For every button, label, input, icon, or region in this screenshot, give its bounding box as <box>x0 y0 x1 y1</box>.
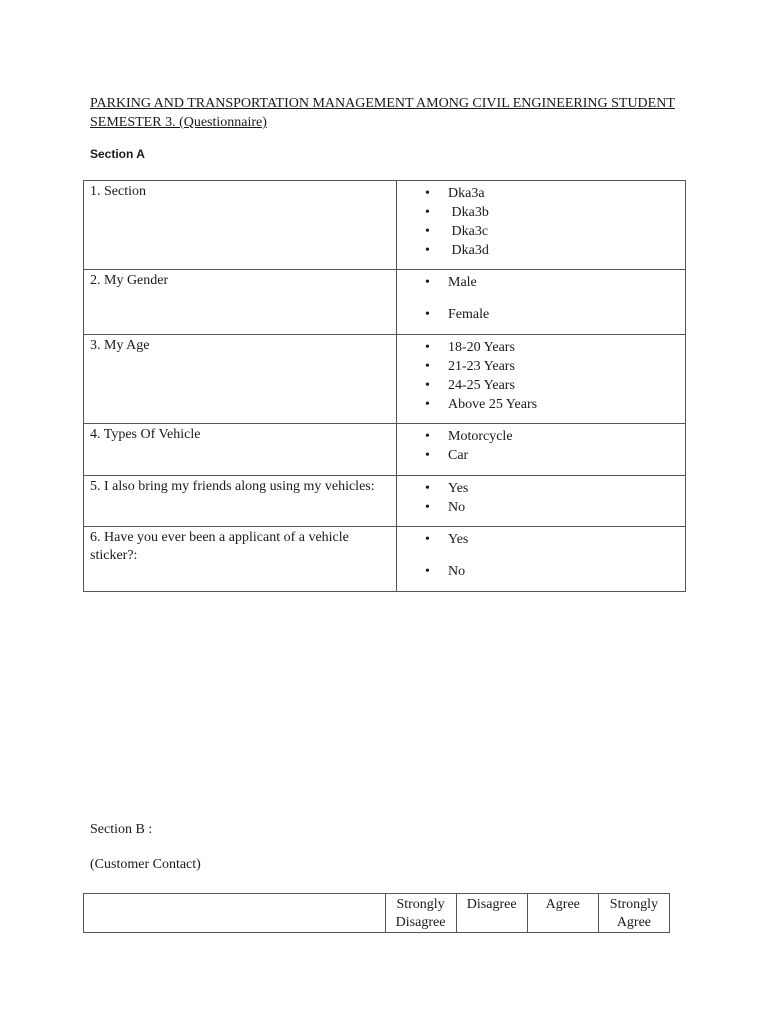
option-item: • Female <box>397 305 685 324</box>
question-text: 5. I also bring my friends along using my vehicles: <box>84 476 397 527</box>
statement-header-cell <box>84 894 386 933</box>
options-cell <box>397 335 686 424</box>
option-item: • 24-25 Years <box>397 376 685 395</box>
options-list <box>397 335 685 414</box>
question-text: 4. Types Of Vehicle <box>84 424 397 476</box>
options-list <box>397 527 685 581</box>
option-item: • Dka3c <box>397 222 685 241</box>
option-item: • No <box>397 498 685 517</box>
question-row <box>84 424 686 476</box>
scale-header-agree: Agree <box>527 894 598 933</box>
section-b-subheading: (Customer Contact) <box>90 857 201 872</box>
options-list <box>397 270 685 324</box>
option-item: • Dka3b <box>397 203 685 222</box>
options-cell <box>397 181 686 270</box>
option-item: • Dka3a <box>397 184 685 203</box>
question-text: 3. My Age <box>84 335 397 424</box>
question-row <box>84 270 686 335</box>
page-title: PARKING AND TRANSPORTATION MANAGEMENT AMONG CIVIL ENGINEERING STUDENT SEMESTER 3. (Questionnaire) <box>90 96 675 130</box>
question-text: 6. Have you ever been a applicant of a vehicle sticker?: <box>84 527 397 592</box>
option-item: • Dka3d <box>397 241 685 260</box>
option-item: • Yes <box>397 530 685 549</box>
question-text: 2. My Gender <box>84 270 397 335</box>
options-cell <box>397 270 686 335</box>
section-a-table <box>83 180 686 592</box>
option-item: • Yes <box>397 479 685 498</box>
scale-header-strongly-agree: Strongly Agree <box>598 894 669 933</box>
options-cell <box>397 424 686 476</box>
section-a-heading: Section A <box>90 147 145 161</box>
options-cell <box>397 527 686 592</box>
options-list <box>397 476 685 517</box>
scale-header-disagree: Disagree <box>456 894 527 933</box>
question-row <box>84 335 686 424</box>
option-item: • 21-23 Years <box>397 357 685 376</box>
question-row <box>84 476 686 527</box>
question-row <box>84 527 686 592</box>
question-text: 1. Section <box>84 181 397 270</box>
options-list <box>397 424 685 465</box>
option-item: • Male <box>397 273 685 292</box>
option-item: • 18-20 Years <box>397 338 685 357</box>
option-item: • No <box>397 562 685 581</box>
scale-header-row <box>84 894 670 933</box>
option-item: • Above 25 Years <box>397 395 685 414</box>
option-item: • Motorcycle <box>397 427 685 446</box>
options-cell <box>397 476 686 527</box>
scale-header-strongly-disagree: Strongly Disagree <box>385 894 456 933</box>
likert-scale-table <box>83 893 670 933</box>
question-row <box>84 181 686 270</box>
option-item: • Car <box>397 446 685 465</box>
options-list <box>397 181 685 260</box>
section-b-label: Section B : <box>90 822 153 837</box>
